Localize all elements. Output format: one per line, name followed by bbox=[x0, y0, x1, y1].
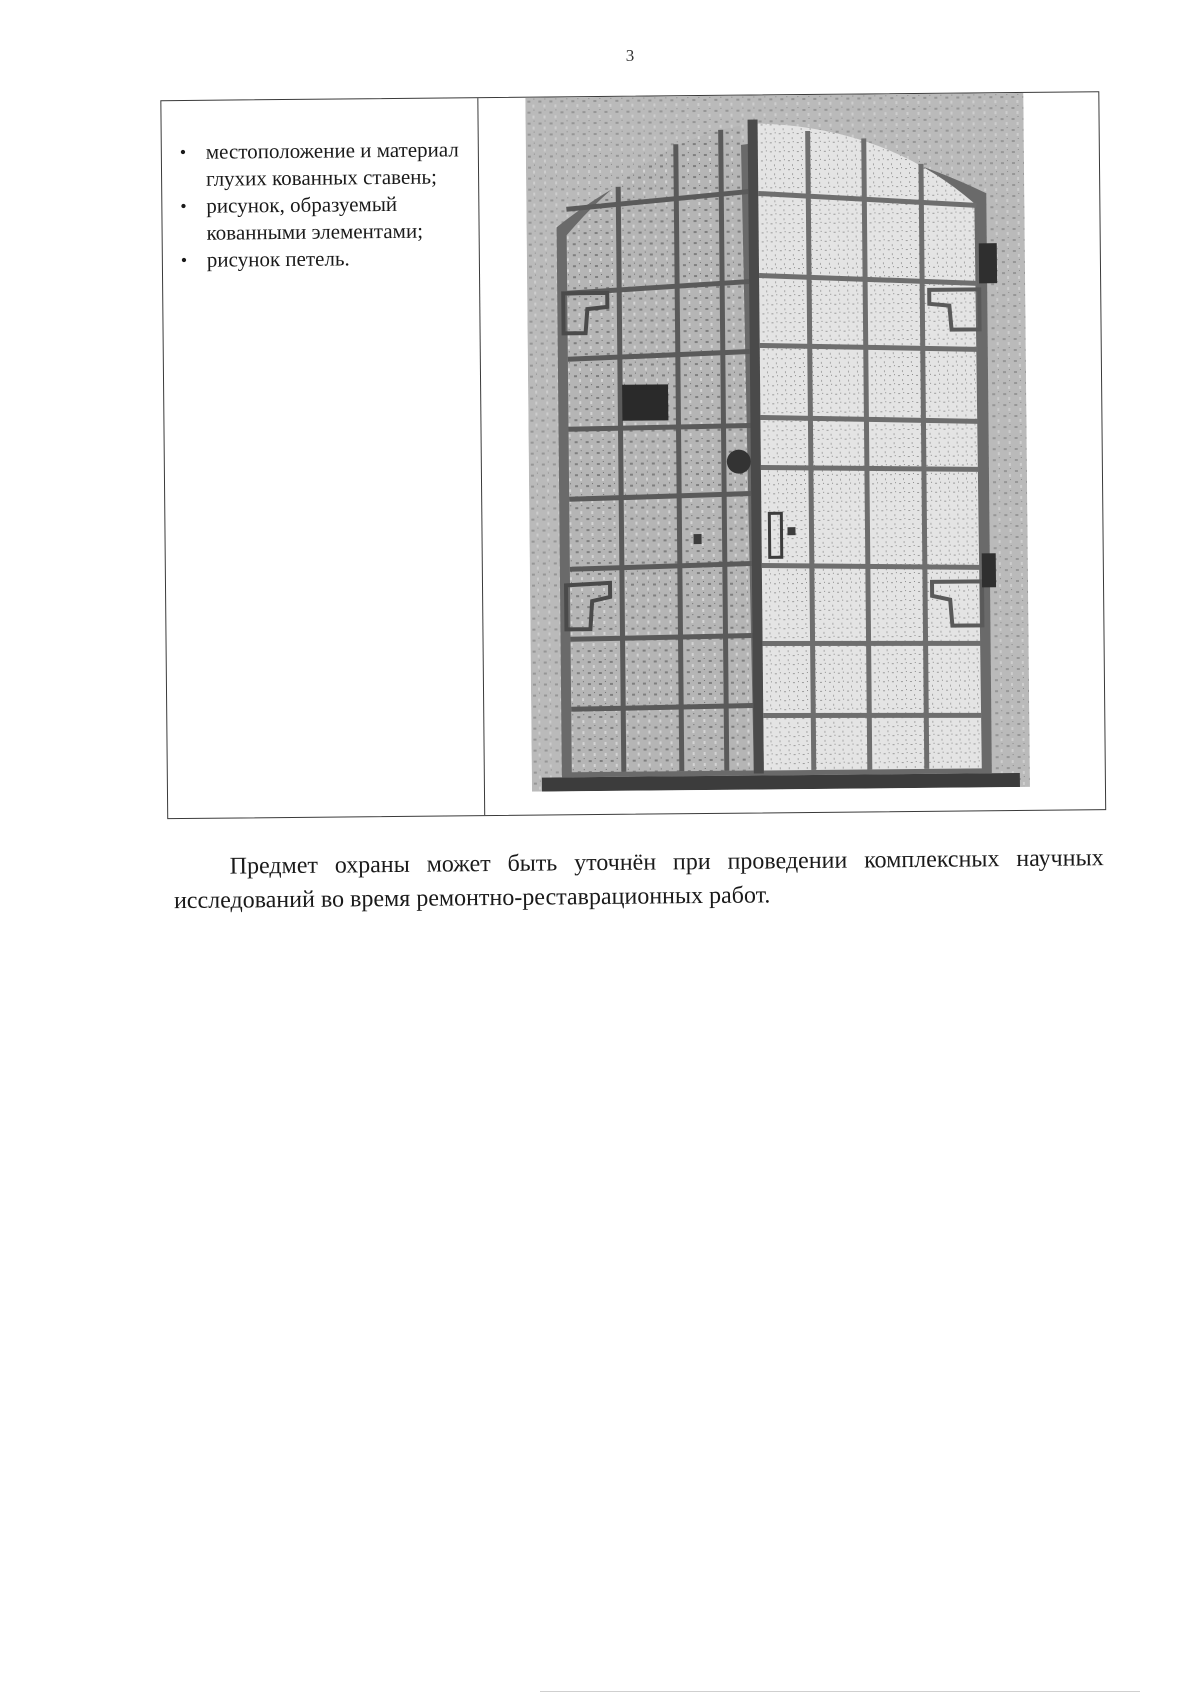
door-photo bbox=[525, 93, 1030, 792]
rivet-icon bbox=[787, 527, 795, 535]
bullet-icon: • bbox=[180, 249, 188, 271]
paragraph-indent bbox=[174, 874, 230, 875]
protection-table bbox=[160, 91, 1106, 819]
conclusion-paragraph bbox=[174, 841, 1105, 918]
list-item-text: местоположение и материал глухих кованных ставень; bbox=[205, 137, 459, 191]
list-item bbox=[177, 244, 467, 274]
list-item-text: рисунок, образуемый кованными элементами; bbox=[206, 191, 424, 245]
bullet-icon: • bbox=[180, 195, 187, 217]
list-item-text: рисунок петель. bbox=[206, 246, 350, 272]
table-column-divider bbox=[477, 98, 485, 815]
list-item bbox=[176, 136, 467, 193]
keyhole-icon bbox=[694, 534, 702, 544]
paragraph-text: Предмет охраны может быть уточнён при проведении комплексных научных исследований во время ремонтно-реставрационных работ. bbox=[173, 845, 1104, 915]
lock-icon bbox=[727, 450, 751, 474]
wall-bracket-icon bbox=[982, 553, 996, 587]
bullet-list bbox=[176, 136, 467, 274]
scan-artifact-line bbox=[540, 1691, 1140, 1692]
page-number: 3 bbox=[625, 46, 635, 65]
list-item bbox=[176, 190, 467, 247]
door-hatch bbox=[622, 384, 668, 420]
bullet-icon: • bbox=[179, 141, 187, 163]
wall-bracket-icon bbox=[979, 243, 997, 283]
